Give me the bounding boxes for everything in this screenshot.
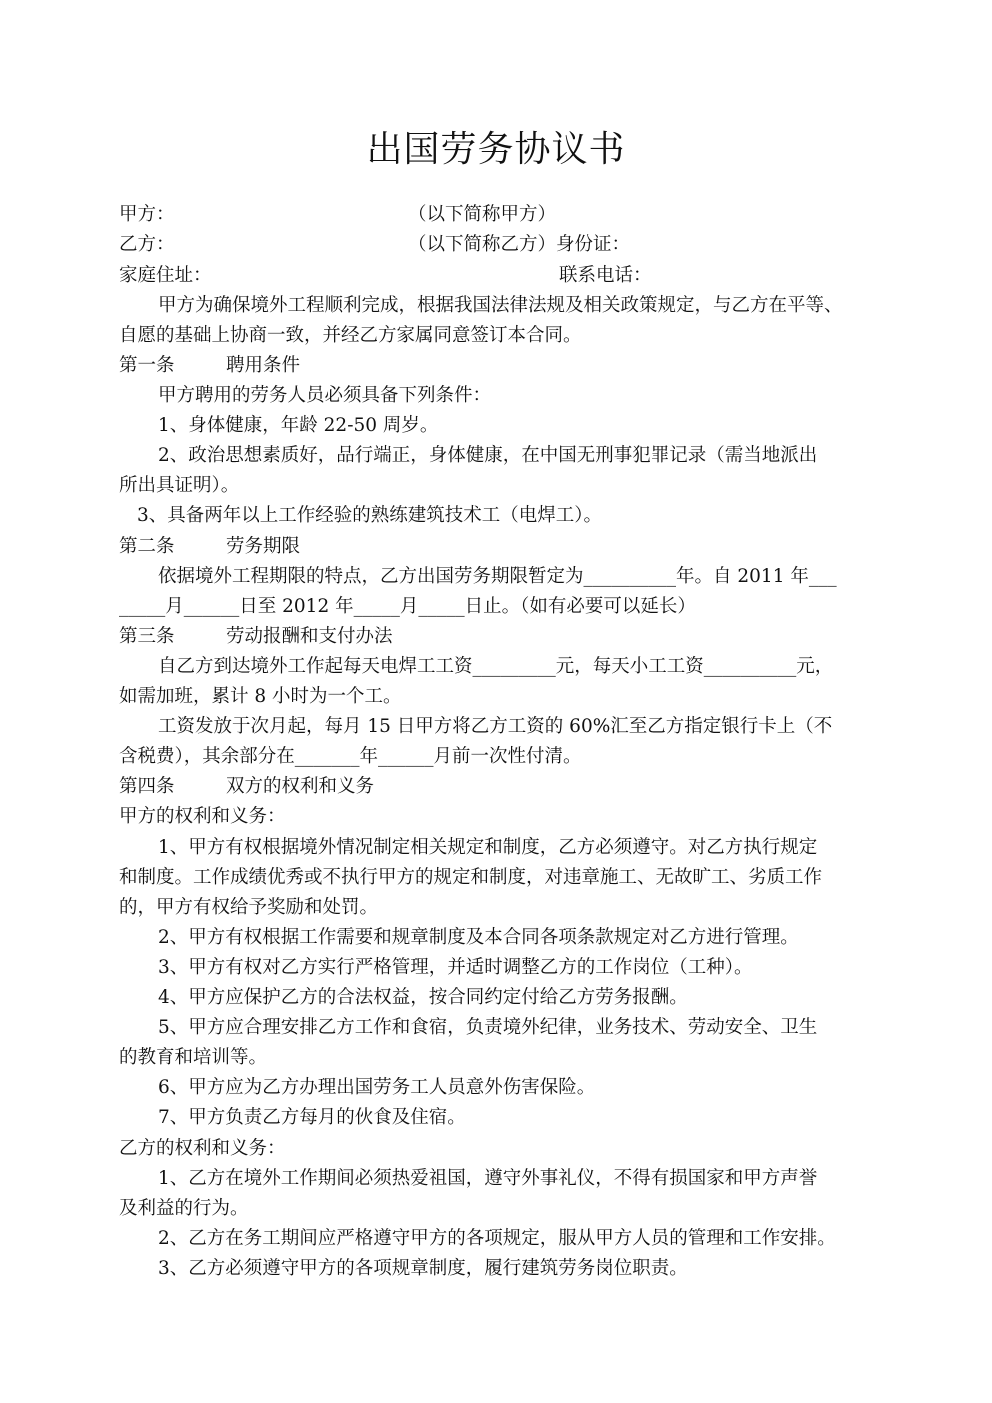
article-1-line: 所出具证明）。 xyxy=(119,475,240,496)
article-1-line: 甲方聘用的劳务人员必须具备下列条件： xyxy=(158,385,492,406)
party-a-duty-line: 4、甲方应保护乙方的合法权益，按合同约定付给乙方劳务报酬。 xyxy=(158,987,688,1008)
intro-line: 自愿的基础上协商一致，并经乙方家属同意签订本合同。 xyxy=(119,325,582,346)
party-b-duties-heading: 乙方的权利和义务： xyxy=(119,1138,286,1159)
party-a-note: （以下简称甲方） xyxy=(408,204,557,225)
article-3-line: 工资发放于次月起，每月 15 日甲方将乙方工资的 60%汇至乙方指定银行卡上（不 xyxy=(158,716,833,737)
party-a-duty-line: 和制度。工作成绩优秀或不执行甲方的规定和制度，对违章施工、无故旷工、劣质工作 xyxy=(119,867,823,888)
article-4-label: 第四条 xyxy=(119,776,175,797)
article-3-line: 含税费），其余部分在_______年______月前一次性付清。 xyxy=(119,746,582,767)
article-1-title: 聘用条件 xyxy=(226,355,301,376)
party-b-duty-line: 2、乙方在务工期间应严格遵守甲方的各项规定，服从甲方人员的管理和工作安排。 xyxy=(158,1228,836,1249)
party-a-duty-line: 2、甲方有权根据工作需要和规章制度及本合同各项条款规定对乙方进行管理。 xyxy=(158,927,799,948)
party-a-duty-line: 5、甲方应合理安排乙方工作和食宿，负责境外纪律，业务技术、劳动安全、卫生 xyxy=(158,1017,818,1038)
party-a-duty-line: 3、甲方有权对乙方实行严格管理，并适时调整乙方的工作岗位（工种）。 xyxy=(158,957,753,978)
article-3-label: 第三条 xyxy=(119,626,175,647)
party-a-duty-line: 6、甲方应为乙方办理出国劳务工人员意外伤害保险。 xyxy=(158,1077,596,1098)
article-3-title: 劳动报酬和支付办法 xyxy=(226,626,393,647)
party-b-note: （以下简称乙方）身份证： xyxy=(408,234,631,255)
party-a-duties-heading: 甲方的权利和义务： xyxy=(119,806,286,827)
document-title: 出国劳务协议书 xyxy=(366,129,626,170)
party-b-duty-line: 3、乙方必须遵守甲方的各项规章制度，履行建筑劳务岗位职责。 xyxy=(158,1258,688,1279)
party-b-duty-line: 1、乙方在境外工作期间必须热爱祖国，遵守外事礼仪，不得有损国家和甲方声誉 xyxy=(158,1168,818,1189)
article-2-line: _____月______日至 2012 年_____月_____日止。（如有必要可以延长） xyxy=(119,596,696,617)
article-2-label: 第二条 xyxy=(119,536,175,557)
article-1-line: 1、身体健康，年龄 22-50 周岁。 xyxy=(158,415,439,436)
article-2-line: 依据境外工程期限的特点，乙方出国劳务期限暂定为__________年。自 2011 年___ xyxy=(158,566,837,587)
address-label: 家庭住址： xyxy=(119,265,212,286)
party-a-duty-line: 的教育和培训等。 xyxy=(119,1047,268,1068)
party-a-duty-line: 1、甲方有权根据境外情况制定相关规定和制度，乙方必须遵守。对乙方执行规定 xyxy=(158,837,818,858)
phone-label: 联系电话： xyxy=(559,265,652,286)
party-b-label: 乙方： xyxy=(119,234,175,255)
party-a-duty-line: 7、甲方负责乙方每月的伙食及住宿。 xyxy=(158,1107,466,1128)
article-3-line: 如需加班，累计 8 小时为一个工。 xyxy=(119,686,402,707)
article-3-line: 自乙方到达境外工作起每天电焊工工资_________元，每天小工工资__________元， xyxy=(158,656,834,677)
article-1-label: 第一条 xyxy=(119,355,175,376)
party-a-duty-line: 的，甲方有权给予奖励和处罚。 xyxy=(119,897,379,918)
article-4-title: 双方的权利和义务 xyxy=(226,776,375,797)
party-b-duty-line: 及利益的行为。 xyxy=(119,1198,249,1219)
article-2-title: 劳务期限 xyxy=(226,536,301,557)
party-a-label: 甲方： xyxy=(119,204,175,225)
article-1-line: 3、具备两年以上工作经验的熟练建筑技术工（电焊工）。 xyxy=(137,505,603,526)
intro-line: 甲方为确保境外工程顺利完成，根据我国法律法规及相关政策规定，与乙方在平等、 xyxy=(158,295,843,316)
article-1-line: 2、政治思想素质好，品行端正，身体健康，在中国无刑事犯罪记录（需当地派出 xyxy=(158,445,818,466)
